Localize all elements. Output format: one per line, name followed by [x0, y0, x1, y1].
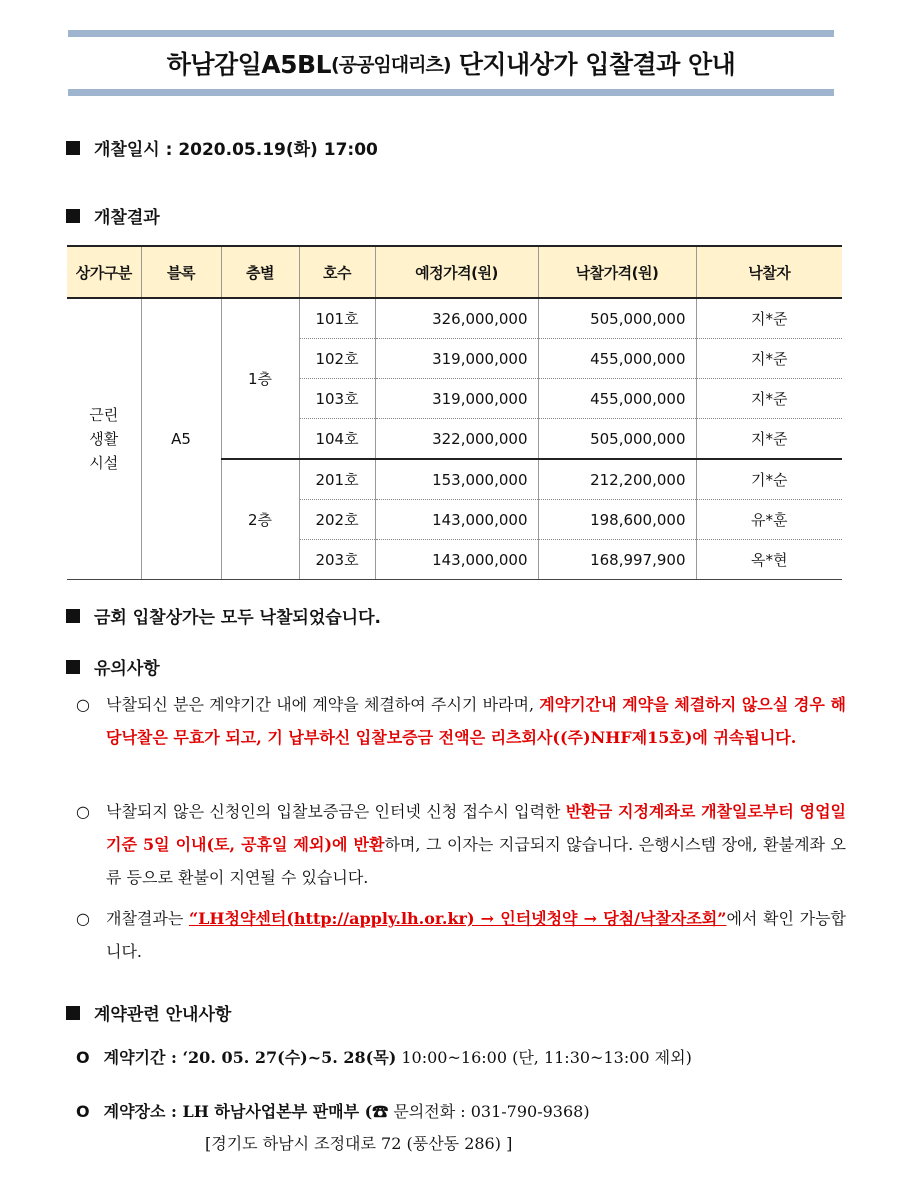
contract-period-detail: 10:00~16:00 (단, 11:30~13:00 제외) — [396, 1048, 692, 1067]
note-3 — [76, 902, 846, 968]
result-heading: 개찰결과 — [94, 208, 160, 228]
square-bullet-icon — [66, 1006, 80, 1020]
title-part1: 하남감일A5BL — [166, 50, 332, 79]
circle-bullet-icon: O — [76, 1102, 90, 1121]
winner-cell: 기*순 — [696, 459, 842, 500]
section-all-won — [66, 603, 381, 628]
note-1-warning: 계약기간내 계약을 체결하지 않으실 경우 해당낙찰은 무효가 되고, 기 납부하신 입찰보증금 전액은 리츠회사((주)NHF제15호)에 귀속됩니다. — [106, 695, 846, 747]
square-bullet-icon — [66, 609, 80, 623]
circle-bullet-icon: O — [76, 1048, 90, 1067]
document-title — [68, 30, 834, 96]
open-date-text: 개찰일시 : 2020.05.19(화) 17:00 — [94, 140, 378, 160]
contract-address: [경기도 하남시 조정대로 72 (풍산동 286) ] — [205, 1134, 513, 1153]
header-unit: 호수 — [299, 246, 375, 298]
header-planned-price: 예정가격(원) — [375, 246, 538, 298]
planned-price-cell: 322,000,000 — [375, 419, 538, 460]
unit-cell: 102호 — [299, 339, 375, 379]
section-notes — [66, 654, 160, 679]
table-row — [67, 298, 842, 339]
planned-price-cell: 153,000,000 — [375, 459, 538, 500]
section-result — [66, 203, 160, 228]
note-2 — [76, 795, 846, 894]
square-bullet-icon — [66, 660, 80, 674]
note-2-refund: 반환금 지정계좌로 개찰일로부터 영업일 기준 5일 이내(토, 공휴일 제외)에 반환 — [106, 802, 846, 854]
title-part3: 단지내상가 입찰결과 안내 — [450, 50, 736, 79]
winning-price-cell: 168,997,900 — [538, 540, 696, 580]
unit-cell: 104호 — [299, 419, 375, 460]
block-cell: A5 — [141, 298, 221, 580]
planned-price-cell: 143,000,000 — [375, 540, 538, 580]
planned-price-cell: 319,000,000 — [375, 339, 538, 379]
winner-cell: 지*준 — [696, 379, 842, 419]
header-category: 상가구분 — [67, 246, 141, 298]
title-part2: (공공임대리츠) — [331, 53, 451, 76]
winning-price-cell: 505,000,000 — [538, 298, 696, 339]
note-3-text-end: 에서 확인 가능합니다. — [106, 909, 846, 961]
section-open-date — [66, 135, 378, 160]
contract-place-label: 계약장소 : LH 하남사업본부 판매부 (☎ — [103, 1102, 389, 1121]
header-floor: 층별 — [221, 246, 299, 298]
section-contract — [66, 1000, 231, 1025]
note-3-link[interactable]: “LH청약센터(http://apply.lh.or.kr) → 인터넷청약 → 당첨/낙찰자조회” — [188, 909, 727, 928]
category-line-3: 시설 — [89, 454, 119, 472]
header-winner: 낙찰자 — [696, 246, 842, 298]
planned-price-cell: 326,000,000 — [375, 298, 538, 339]
unit-cell: 103호 — [299, 379, 375, 419]
category-line-2: 생활 — [89, 430, 119, 448]
contract-place-detail: 문의전화 : 031-790-9368) — [388, 1102, 590, 1121]
square-bullet-icon — [66, 141, 80, 155]
winning-price-cell: 455,000,000 — [538, 379, 696, 419]
winner-cell: 옥*현 — [696, 540, 842, 580]
floor1-cell: 1층 — [221, 298, 299, 459]
header-winning-price: 낙찰가격(원) — [538, 246, 696, 298]
winning-price-cell: 505,000,000 — [538, 419, 696, 460]
unit-cell: 203호 — [299, 540, 375, 580]
planned-price-cell: 143,000,000 — [375, 500, 538, 540]
winner-cell: 지*준 — [696, 419, 842, 460]
floor2-cell: 2층 — [221, 459, 299, 580]
circle-bullet-icon: ○ — [76, 802, 90, 821]
note-2-text: 낙찰되지 않은 신청인의 입찰보증금은 인터넷 신청 접수시 입력한 — [106, 802, 566, 821]
winner-cell: 지*준 — [696, 298, 842, 339]
note-1-text: 낙찰되신 분은 계약기간 내에 계약을 체결하여 주시기 바라며, — [106, 695, 540, 714]
circle-bullet-icon: ○ — [76, 909, 90, 928]
category-line-1: 근린 — [89, 406, 119, 424]
note-1 — [76, 688, 846, 754]
table-header-row — [67, 246, 842, 298]
all-won-text: 금회 입찰상가는 모두 낙찰되었습니다. — [94, 608, 381, 628]
header-block: 블록 — [141, 246, 221, 298]
contract-place — [76, 1099, 590, 1122]
note-3-text: 개찰결과는 — [106, 909, 189, 928]
winning-price-cell: 455,000,000 — [538, 339, 696, 379]
winner-cell: 지*준 — [696, 339, 842, 379]
winning-price-cell: 198,600,000 — [538, 500, 696, 540]
circle-bullet-icon: ○ — [76, 695, 90, 714]
contract-heading: 계약관련 안내사항 — [94, 1005, 232, 1025]
notes-heading: 유의사항 — [94, 659, 160, 679]
unit-cell: 101호 — [299, 298, 375, 339]
contract-period — [76, 1045, 692, 1068]
square-bullet-icon — [66, 209, 80, 223]
contract-period-label: 계약기간 : ‘20. 05. 27(수)~5. 28(목) — [103, 1048, 397, 1067]
result-table — [67, 245, 842, 580]
unit-cell: 202호 — [299, 500, 375, 540]
winning-price-cell: 212,200,000 — [538, 459, 696, 500]
winner-cell: 유*훈 — [696, 500, 842, 540]
category-cell — [67, 298, 141, 580]
note-2-text-end: 하며, 그 이자는 지급되지 않습니다. 은행시스템 장애, 환불계좌 오류 등으로 환불이 지연될 수 있습니다. — [106, 835, 846, 887]
unit-cell: 201호 — [299, 459, 375, 500]
planned-price-cell: 319,000,000 — [375, 379, 538, 419]
